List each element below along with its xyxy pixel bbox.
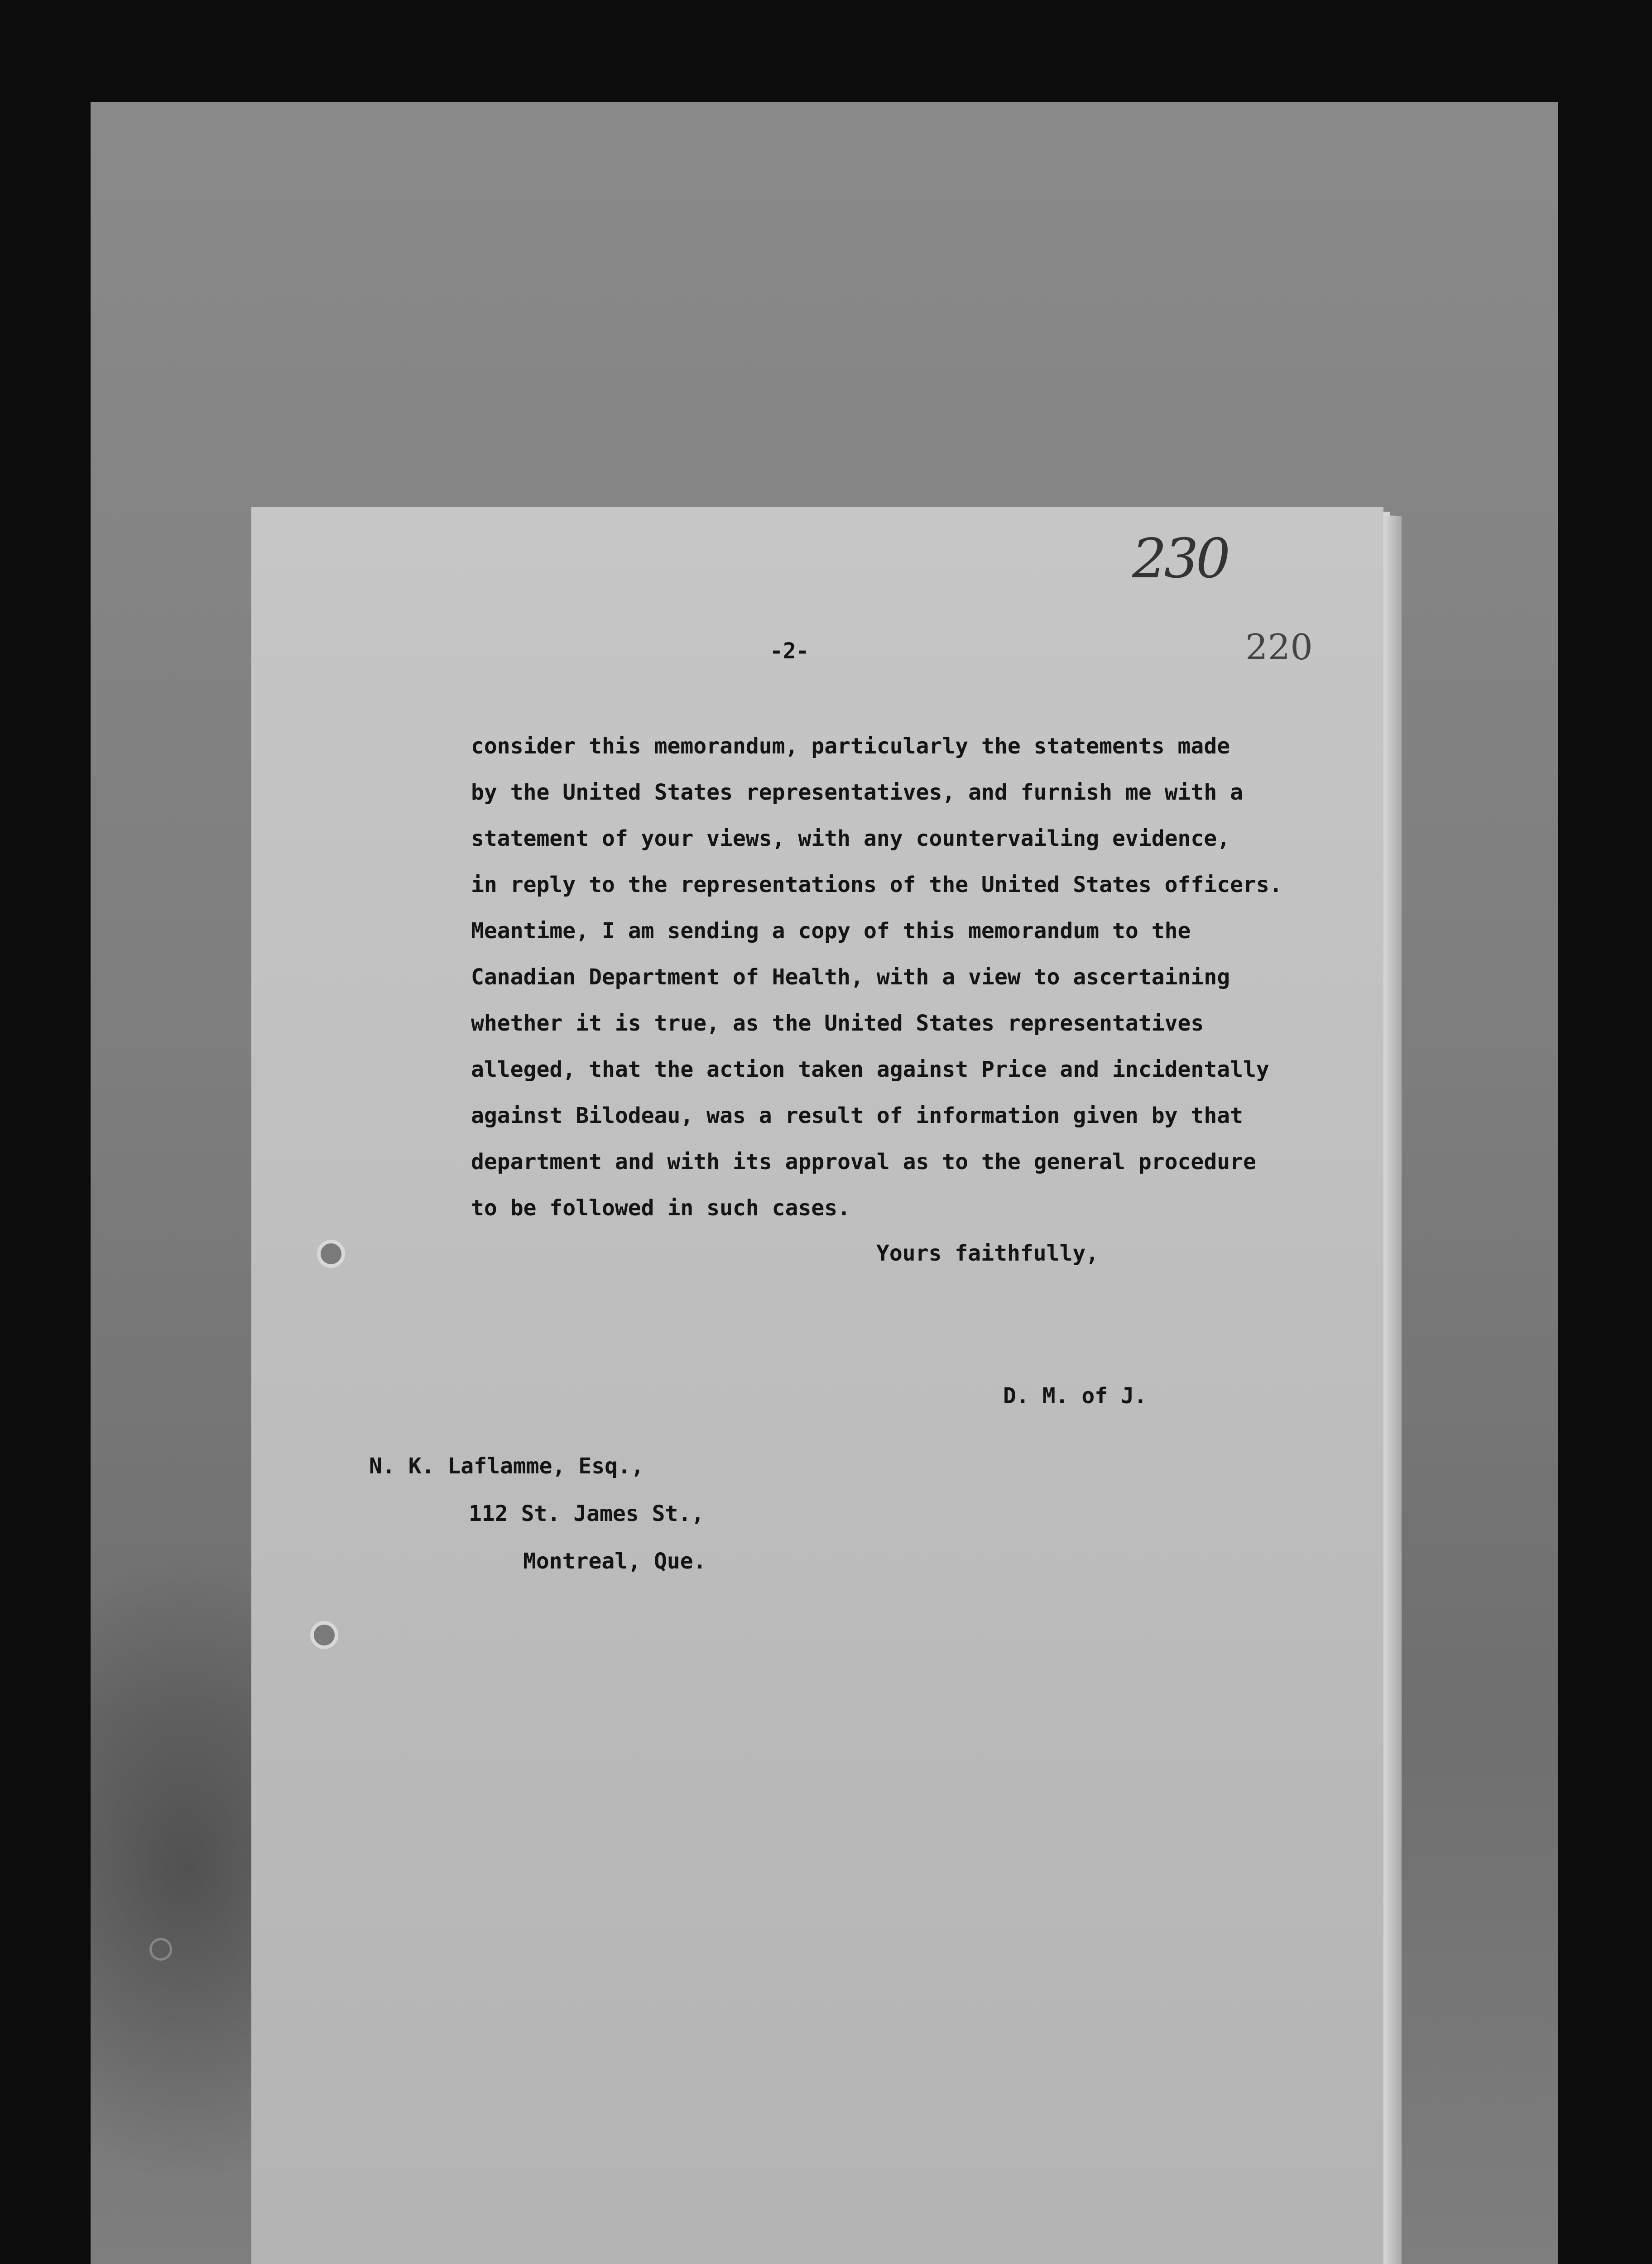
body-line: in reply to the representations of the United States officers. xyxy=(471,872,1282,897)
body-line: whether it is true, as the United States representatives xyxy=(471,1011,1204,1036)
film-blemish xyxy=(149,1938,172,1961)
address-line: N. K. Laflamme, Esq., xyxy=(369,1453,644,1479)
body-line: by the United States representatives, and furnish me with a xyxy=(471,780,1244,805)
letter-sheet xyxy=(251,507,1383,2264)
signature: D. M. of J. xyxy=(1003,1383,1147,1409)
body-line: to be followed in such cases. xyxy=(471,1195,851,1221)
body-line: Canadian Department of Health, with a view to ascertaining xyxy=(471,964,1230,990)
punch-hole xyxy=(317,1240,345,1268)
body-line: department and with its approval as to the general procedure xyxy=(471,1149,1256,1175)
address-line: 112 St. James St., xyxy=(469,1501,705,1526)
handwritten-folio-number: 230 xyxy=(1132,528,1228,590)
closing: Yours faithfully, xyxy=(876,1241,1099,1266)
stamped-folio-number: 220 xyxy=(1245,627,1313,668)
page-number: -2- xyxy=(770,638,809,664)
body-line: statement of your views, with any countervailing evidence, xyxy=(471,826,1230,851)
body-line: alleged, that the action taken against Price and incidentally xyxy=(471,1057,1269,1082)
body-line: against Bilodeau, was a result of information given by that xyxy=(471,1103,1244,1128)
address-line: Montreal, Que. xyxy=(523,1549,706,1574)
body-line: Meantime, I am sending a copy of this memorandum to the xyxy=(471,918,1191,944)
body-line: consider this memorandum, particularly the statements made xyxy=(471,734,1230,759)
sheet-edge xyxy=(1383,516,1402,2264)
punch-hole xyxy=(310,1621,338,1649)
